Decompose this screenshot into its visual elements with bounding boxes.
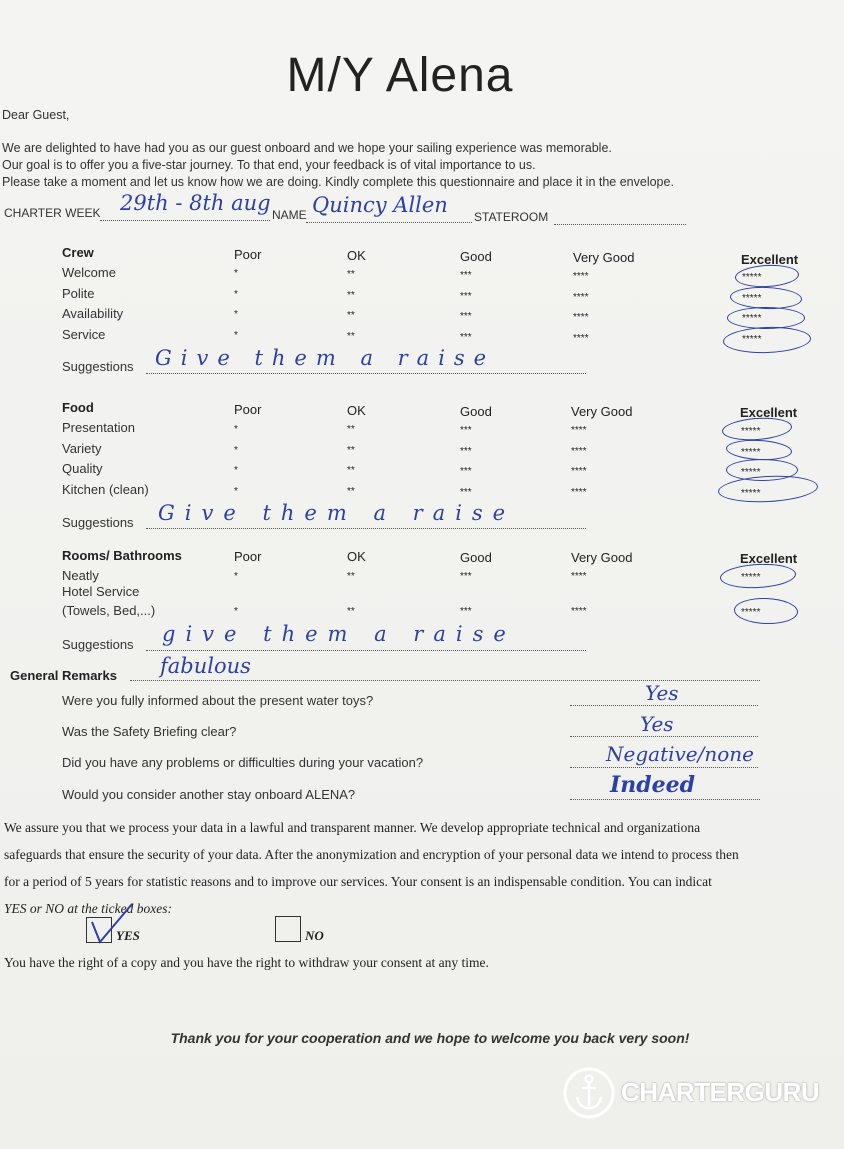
intro-line-1: We are delighted to have had you as our guest onboard and we hope your sailing experience was memorable. <box>2 141 612 155</box>
crew-suggestions-line <box>146 373 586 374</box>
page-title: M/Y Alena <box>286 49 514 102</box>
rating-good[interactable]: *** <box>460 270 472 281</box>
rating-ok[interactable]: ** <box>347 331 355 342</box>
legal-line-3: for a period of 5 years for statistic reasons and to improve our services. Your consent is an indispensable condition. You can indicat <box>4 874 712 889</box>
rating-good[interactable]: *** <box>460 332 472 343</box>
rating-ok[interactable]: ** <box>347 571 355 582</box>
rooms-suggestions-value[interactable]: give them a raise <box>162 622 516 646</box>
column-poor: Poor <box>234 549 262 564</box>
thank-you-text: Thank you for your cooperation and we hope to welcome you back very soon! <box>170 1030 690 1046</box>
rooms-item-neatly: Neatly <box>62 568 99 583</box>
legal-line-4: YES or NO at the ticked boxes: <box>4 901 172 916</box>
name-value[interactable]: Quincy Allen <box>312 193 448 217</box>
charter-week-line <box>100 220 270 221</box>
food-suggestions-value[interactable]: Give them a raise <box>158 501 516 525</box>
rating-ok[interactable]: ** <box>347 269 355 280</box>
rooms-heading: Rooms/ Bathrooms <box>62 548 182 563</box>
rooms-suggestions-line <box>146 650 586 651</box>
rating-very-good[interactable]: **** <box>571 571 587 582</box>
rating-excellent[interactable]: ***** <box>742 272 762 283</box>
question-water-toys: Were you fully informed about the present water toys? <box>62 693 374 708</box>
rating-excellent[interactable]: ***** <box>741 426 761 437</box>
rating-poor[interactable]: * <box>234 465 238 476</box>
general-remarks-value[interactable]: fabulous <box>160 654 251 678</box>
rating-poor[interactable]: * <box>234 424 238 435</box>
stateroom-line[interactable] <box>554 224 686 225</box>
answer-another-stay[interactable]: Indeed <box>610 772 696 798</box>
column-poor: Poor <box>234 247 262 262</box>
crew-item-polite: Polite <box>62 286 95 301</box>
column-very-good: Very Good <box>571 404 633 419</box>
rating-ok[interactable]: ** <box>347 424 355 435</box>
rating-poor[interactable]: * <box>234 571 238 582</box>
column-good: Good <box>460 249 492 264</box>
column-ok: OK <box>347 248 366 263</box>
greeting: Dear Guest, <box>2 108 70 122</box>
answer-problems[interactable]: Negative/none <box>606 742 755 766</box>
rating-ok[interactable]: ** <box>347 606 355 617</box>
column-good: Good <box>460 404 492 419</box>
stateroom-label: STATEROOM <box>474 210 549 224</box>
rating-excellent[interactable]: ***** <box>742 313 762 324</box>
selection-circle <box>734 597 799 625</box>
rating-very-good[interactable]: **** <box>571 487 587 498</box>
rating-very-good[interactable]: **** <box>573 271 589 282</box>
rating-good[interactable]: *** <box>460 291 472 302</box>
answer-line <box>570 736 758 737</box>
column-good: Good <box>460 550 492 565</box>
intro-line-2: Our goal is to offer you a five-star journey. To that end, your feedback is of vital importance to us. <box>2 158 536 172</box>
question-safety-briefing: Was the Safety Briefing clear? <box>62 724 237 739</box>
column-very-good: Very Good <box>571 550 633 565</box>
name-label: NAME <box>272 208 307 222</box>
food-item-variety: Variety <box>62 441 102 456</box>
rights-text: You have the right of a copy and you have the right to withdraw your consent at any time. <box>4 955 489 970</box>
answer-line <box>570 799 760 800</box>
no-checkbox[interactable] <box>275 916 301 942</box>
food-item-presentation: Presentation <box>62 420 135 435</box>
name-line <box>306 222 472 223</box>
food-heading: Food <box>62 400 94 415</box>
column-excellent: Excellent <box>740 405 798 420</box>
column-poor: Poor <box>234 402 262 417</box>
yes-label: YES <box>116 928 140 943</box>
rating-excellent[interactable]: ***** <box>741 572 761 583</box>
rating-excellent[interactable]: ***** <box>741 488 761 499</box>
rating-good[interactable]: *** <box>460 571 472 582</box>
rating-very-good[interactable]: **** <box>573 292 589 303</box>
rating-ok[interactable]: ** <box>347 465 355 476</box>
rating-poor[interactable]: * <box>234 606 238 617</box>
rating-poor[interactable]: * <box>234 330 238 341</box>
selection-circle <box>721 416 792 443</box>
answer-safety-briefing[interactable]: Yes <box>640 712 674 736</box>
rating-ok[interactable]: ** <box>347 310 355 321</box>
rating-good[interactable]: *** <box>460 311 472 322</box>
rating-good[interactable]: *** <box>460 446 472 457</box>
rating-poor[interactable]: * <box>234 289 238 300</box>
rating-excellent[interactable]: ***** <box>741 467 761 478</box>
rooms-suggestions-label: Suggestions <box>62 637 134 652</box>
rooms-item-towels-bed: (Towels, Bed,...) <box>62 603 156 618</box>
rating-poor[interactable]: * <box>234 309 238 320</box>
rating-very-good[interactable]: **** <box>571 466 587 477</box>
rating-very-good[interactable]: **** <box>571 446 587 457</box>
answer-line <box>570 705 758 706</box>
rating-good[interactable]: *** <box>460 466 472 477</box>
rating-good[interactable]: *** <box>460 487 472 498</box>
question-problems: Did you have any problems or difficulties during your vacation? <box>62 755 424 770</box>
answer-water-toys[interactable]: Yes <box>645 681 679 705</box>
selection-circle <box>717 473 818 504</box>
rating-ok[interactable]: ** <box>347 486 355 497</box>
column-excellent: Excellent <box>740 551 798 566</box>
column-very-good: Very Good <box>573 250 635 265</box>
rating-poor[interactable]: * <box>234 445 238 456</box>
rooms-item-hotel-service: Hotel Service <box>62 584 140 599</box>
rating-excellent[interactable]: ***** <box>742 334 762 345</box>
no-label: NO <box>305 928 324 943</box>
column-ok: OK <box>347 549 366 564</box>
rating-excellent[interactable]: ***** <box>741 607 761 618</box>
selection-circle <box>723 325 812 354</box>
legal-line-2: safeguards that ensure the security of your data. After the anonymization and encryption of your personal data we intend to process then <box>4 847 739 862</box>
crew-item-welcome: Welcome <box>62 265 116 280</box>
food-item-kitchen: Kitchen (clean) <box>62 482 149 497</box>
rating-good[interactable]: *** <box>460 606 472 617</box>
crew-item-service: Service <box>62 327 106 342</box>
crew-heading: Crew <box>62 245 94 260</box>
rating-poor[interactable]: * <box>234 486 238 497</box>
watermark-text: CHARTERGURU <box>621 1077 820 1107</box>
rating-poor[interactable]: * <box>234 268 238 279</box>
answer-line <box>570 767 758 768</box>
selection-circle <box>727 307 805 329</box>
rating-ok[interactable]: ** <box>347 445 355 456</box>
column-ok: OK <box>347 403 366 418</box>
food-item-quality: Quality <box>62 461 103 476</box>
rating-very-good[interactable]: **** <box>571 606 587 617</box>
charter-week-value[interactable]: 29th - 8th aug <box>120 191 271 215</box>
food-suggestions-label: Suggestions <box>62 515 134 530</box>
rating-good[interactable]: *** <box>460 425 472 436</box>
general-remarks-label: General Remarks <box>10 668 117 683</box>
question-another-stay: Would you consider another stay onboard ALENA? <box>62 787 356 802</box>
selection-circle <box>734 263 799 288</box>
charter-week-label: CHARTER WEEK <box>4 206 101 220</box>
rating-excellent[interactable]: ***** <box>741 447 761 458</box>
crew-suggestions-label: Suggestions <box>62 359 134 374</box>
rating-very-good[interactable]: **** <box>573 312 589 323</box>
crew-suggestions-value[interactable]: Give them a raise <box>155 346 496 370</box>
rating-excellent[interactable]: ***** <box>742 293 762 304</box>
crew-item-availability: Availability <box>62 306 124 321</box>
column-excellent: Excellent <box>741 252 799 267</box>
selection-circle <box>719 562 796 590</box>
intro-line-3: Please take a moment and let us know how we are doing. Kindly complete this questionnaire and place it in the envelope. <box>2 175 674 189</box>
rating-very-good[interactable]: **** <box>571 425 587 436</box>
rating-very-good[interactable]: **** <box>573 333 589 344</box>
food-suggestions-line <box>146 528 586 529</box>
anchor-logo-icon <box>562 1066 616 1120</box>
legal-line-1: We assure you that we process your data in a lawful and transparent manner. We develop appropriate technical and organizationa <box>4 820 701 835</box>
rating-ok[interactable]: ** <box>347 290 355 301</box>
